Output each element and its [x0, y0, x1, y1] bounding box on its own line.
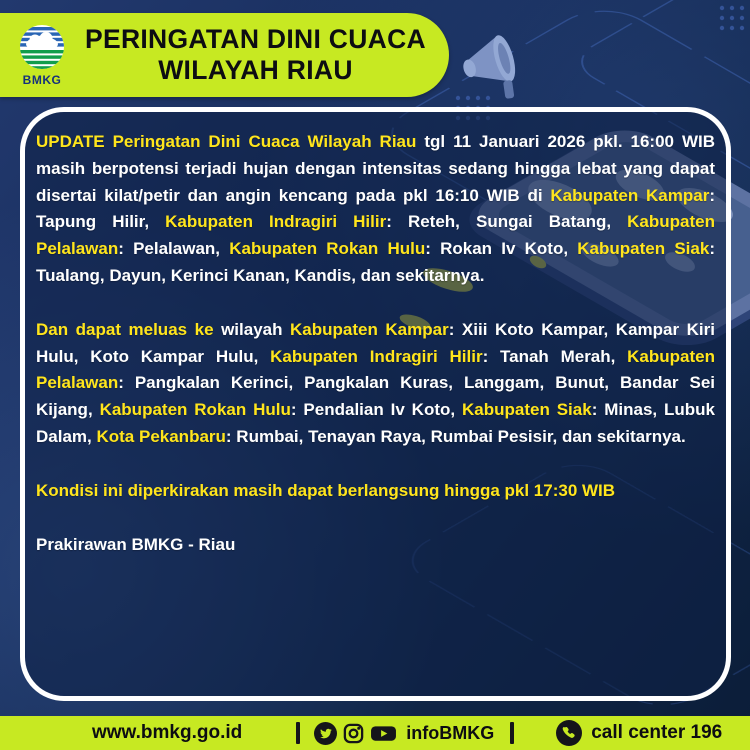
body-text: : Pelalawan, — [118, 239, 230, 259]
footer-divider — [296, 722, 300, 744]
warning-paragraph-expansion — [36, 317, 715, 451]
call-center-text: call center 196 — [591, 722, 723, 743]
warning-panel — [20, 107, 731, 701]
social-handle-text: infoBMKG — [406, 722, 495, 743]
body-text: : Tanah Merah, — [482, 346, 628, 366]
body-text: : Pangkalan Kerinci, Pangkalan Kuras, Langgam, Bunut, Bandar Sei Kijang, — [36, 373, 715, 420]
title-line-1: PERINGATAN DINI CUACA — [85, 24, 426, 54]
highlighted-text: Kabupaten Siak — [577, 239, 710, 259]
instagram-icon — [342, 722, 365, 745]
warning-text — [36, 129, 715, 558]
body-text: : Pendalian Iv Koto, — [290, 400, 462, 420]
body-text: tgl 11 Januari 2026 pkl. 16:00 WIB masih berpotensi terjadi hujan dengan intensitas sedang hingga lebat yang dapat disertai kilat/petir dan angin kencang pada pkl 16:10 WIB di — [36, 132, 715, 205]
body-text: : Tapung Hilir, — [36, 185, 715, 232]
page-title — [78, 24, 449, 86]
highlighted-text: UPDATE Peringatan Dini Cuaca Wilayah Riau — [36, 132, 417, 151]
header-bar — [0, 13, 449, 97]
body-text: : Rumbai, Tenayan Raya, Rumbai Pesisir, dan sekitarnya. — [225, 426, 686, 446]
bmkg-logo-label: BMKG — [22, 72, 62, 87]
warning-paragraph-duration — [36, 478, 715, 505]
phone-icon — [556, 720, 582, 746]
highlighted-text: Kabupaten Indragiri Hilir — [270, 346, 483, 366]
warning-paragraph-forecaster — [36, 532, 715, 559]
warning-paragraph-update — [36, 129, 715, 290]
body-text: : Rokan Iv Koto, — [425, 239, 578, 259]
website-text: www.bmkg.go.id — [92, 722, 243, 743]
highlighted-text: Kabupaten Indragiri Hilir — [165, 212, 387, 232]
title-line-2: WILAYAH RIAU — [158, 55, 353, 85]
footer-divider — [510, 722, 514, 744]
twitter-icon — [314, 722, 337, 745]
highlighted-text: Dan dapat meluas ke — [36, 319, 214, 339]
highlighted-text: Kabupaten Siak — [461, 400, 592, 420]
body-text: : Tualang, Dayun, Kerinci Kanan, Kandis, dan sekitarnya. — [36, 239, 715, 285]
highlighted-text: Kabupaten Kampar — [290, 319, 449, 339]
highlighted-text: Kota Pekanbaru — [96, 426, 226, 446]
body-text: wilayah — [213, 319, 291, 339]
body-text: Prakirawan BMKG - Riau — [36, 534, 236, 554]
highlighted-text: Kabupaten Pelalawan — [36, 346, 715, 393]
footer-bar — [0, 716, 750, 750]
body-text: : Minas, Lubuk Dalam, — [36, 400, 715, 446]
body-text: : Reteh, Sungai Batang, — [386, 212, 628, 232]
bmkg-logo — [6, 24, 78, 87]
highlighted-text: Kabupaten Rokan Hulu — [99, 400, 291, 420]
highlighted-text: Kabupaten Rokan Hulu — [229, 239, 426, 259]
bmkg-logo-icon — [19, 24, 65, 70]
body-text: : Xiii Koto Kampar, Kampar Kiri Hulu, Koto Kampar Hulu, — [36, 319, 715, 366]
youtube-icon — [370, 722, 397, 745]
highlighted-text: Kabupaten Pelalawan — [36, 212, 715, 259]
highlighted-text: Kondisi ini diperkirakan masih dapat berlangsung hingga pkl 17:30 WIB — [36, 480, 616, 500]
highlighted-text: Kabupaten Kampar — [550, 185, 710, 205]
